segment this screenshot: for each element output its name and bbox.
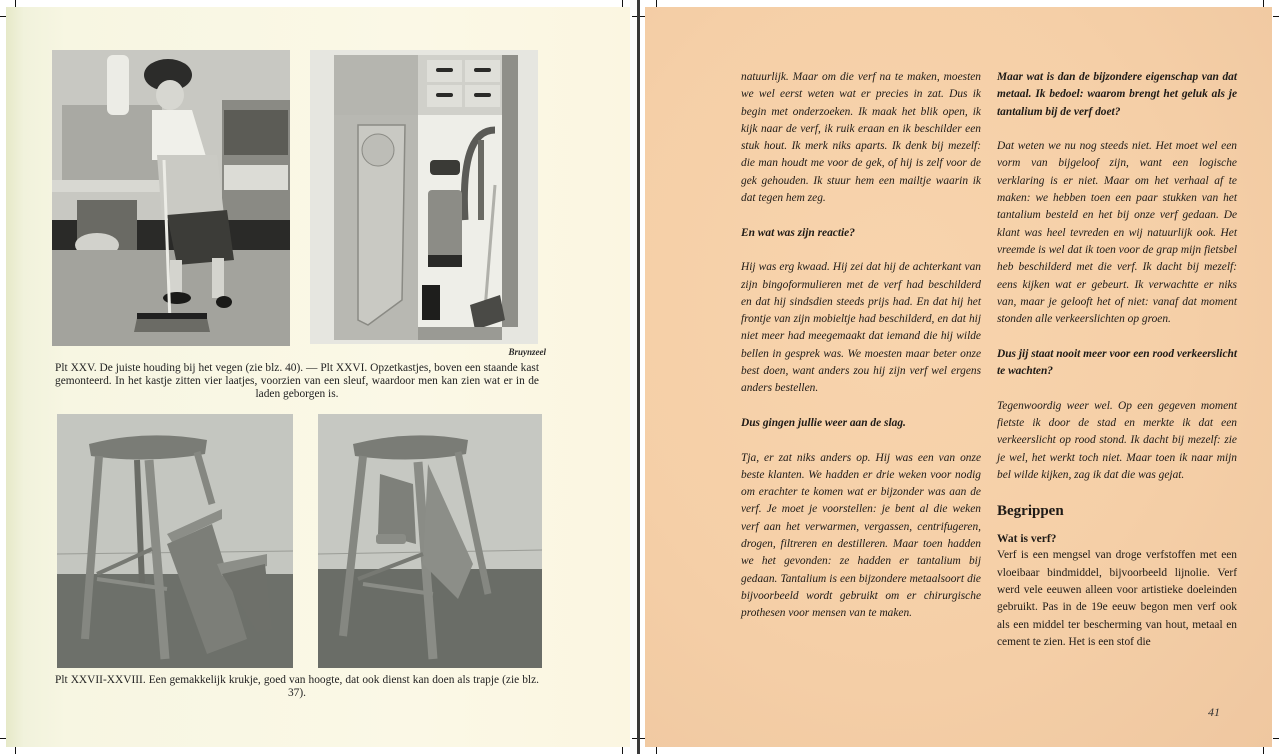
interview-question: Maar wat is dan de bijzondere eigenschap van dat metaal. Ik bedoel: waarom brengt het geluk als je tantalium bij de verf doet? (997, 71, 1237, 118)
crop-mark (1273, 16, 1279, 17)
crop-mark (1263, 747, 1264, 754)
photo-credit: Bruynzeel (508, 347, 546, 357)
photo-step-stool-folded (57, 414, 293, 668)
photo-woman-sweeping (52, 50, 290, 346)
plate-caption-xxvii-xxviii: Plt XXVII-XXVIII. Een gemakkelijk krukje, goed van hoogte, dat ook dienst kan doen als trapje (zie blz. 37). (55, 674, 539, 699)
photo-step-stool-stowed (318, 414, 542, 668)
text-column-right (997, 69, 1237, 651)
interview-answer: natuurlijk. Maar om die verf na te maken, moesten we wel eerst weten wat er precies in zat. Dus ik begin met onderzoeken. Ik maak het blik open, ik kijk naar de verf, ik ruik eraan en ik beschilder een stuk hout. Ik merk niks aparts. Ik denk bij mezelf: die man houdt me voor de gek, of hij is zelf voor de gek gehouden. Ik stuur hem een mailtje waarin ik dat tegen hem zeg. (741, 71, 981, 205)
crop-mark (622, 0, 623, 7)
definition-text: Verf is een mengsel van droge verfstoffen met een vloeibaar bindmiddel, bijvoorbeeld lijnolie. Verf werd vele eeuwen alleen voor artistieke doeleinden gebruikt. Pas in de 19e eeuw begon men verf ook als een middel ter bescherming van hout, metaal en cement te zien. Het is een stof die (997, 549, 1237, 648)
photo-cleaning-cabinet (310, 50, 538, 344)
section-heading: Begrippen (997, 503, 1064, 520)
page-number: 41 (1208, 705, 1220, 719)
interview-answer: Tegenwoordig weer wel. Op een gegeven moment fietste ik door de stad en merkte ik dat een verkeerslicht op rood stond. Ik dacht bij mezelf: zie je wel, het werkt toch niet. Maar toen ik naar mijn bel wilde kijken, zag ik dat die was gejat. (997, 399, 1237, 481)
right-page (645, 7, 1272, 747)
interview-question: Dus jij staat nooit meer voor een rood verkeerslicht te wachten? (997, 347, 1237, 378)
crop-mark (656, 747, 657, 754)
crop-mark (622, 747, 623, 754)
text-column-left (741, 69, 981, 640)
crop-mark (656, 0, 657, 7)
crop-mark (15, 0, 16, 7)
interview-answer: Hij was erg kwaad. Hij zei dat hij de achterkant van zijn bingoformulieren met de verf had beschilderd en dat hij sindsdien steeds prijs had. En dat hij het frontje van zijn mobieltje had beschilderd, en dat hij niet meer had meegemaakt dat iemand die hij wilde bellen in gesprek was. We moesten maar beter onze best doen, want anders zou hij zijn verf wel ergens anders bestellen. (741, 261, 981, 395)
interview-question: Dus gingen jullie weer aan de slag. (741, 416, 906, 429)
spine-divider (637, 0, 640, 754)
crop-mark (1263, 0, 1264, 7)
crop-mark (15, 747, 16, 754)
plate-caption-xxv-xxvi: Plt XXV. De juiste houding bij het vegen (zie blz. 40). — Plt XXVI. Opzetkastjes, boven een staande kast gemonteerd. In het kastje zitten vier laatjes, voorzien van een sleuf, waardoor men kan zien wat er in de laden geborgen is. (55, 362, 539, 400)
interview-question: En wat was zijn reactie? (741, 226, 855, 239)
subheading: Wat is verf? (997, 533, 1057, 546)
interview-answer: Dat weten we nu nog steeds niet. Het moet wel een vorm van bijgeloof zijn, want een logische verklaring is er niet. Maar om het verhaal af te maken: we hebben toen een paar stukken van het tantalium besteld en het bij onze verf gedaan. De klant was heel tevreden en wij natuurlijk ook. Het vreemde is wel dat ik toen voor de grap mijn fietsbel heb beschilderd met die verf. Ik dacht bij mezelf: eens kijken wat er gebeurt. Ik verwachtte er niks van, maar je gelooft het of niet: vanaf dat moment stonden alle verkeerslichten op groen. (997, 140, 1237, 326)
crop-mark (1273, 738, 1279, 739)
interview-answer: Tja, er zat niks anders op. Hij was een van onze beste klanten. We hadden er drie weken voor nodig om erachter te komen wat er bijzonder was aan de verf. Je moet je voorstellen: je bent al die weken verf aan het verwarmen, vergassen, centrifugeren, drogen, filtreren en destilleren. Maar toen hadden we het gevonden: ze hadden er tantalium bij gedaan. Tantalium is een bijzondere metaalsoort die bijvoorbeeld wordt gebruikt om er chirurgische prothesen voor mensen van te maken. (741, 451, 981, 620)
